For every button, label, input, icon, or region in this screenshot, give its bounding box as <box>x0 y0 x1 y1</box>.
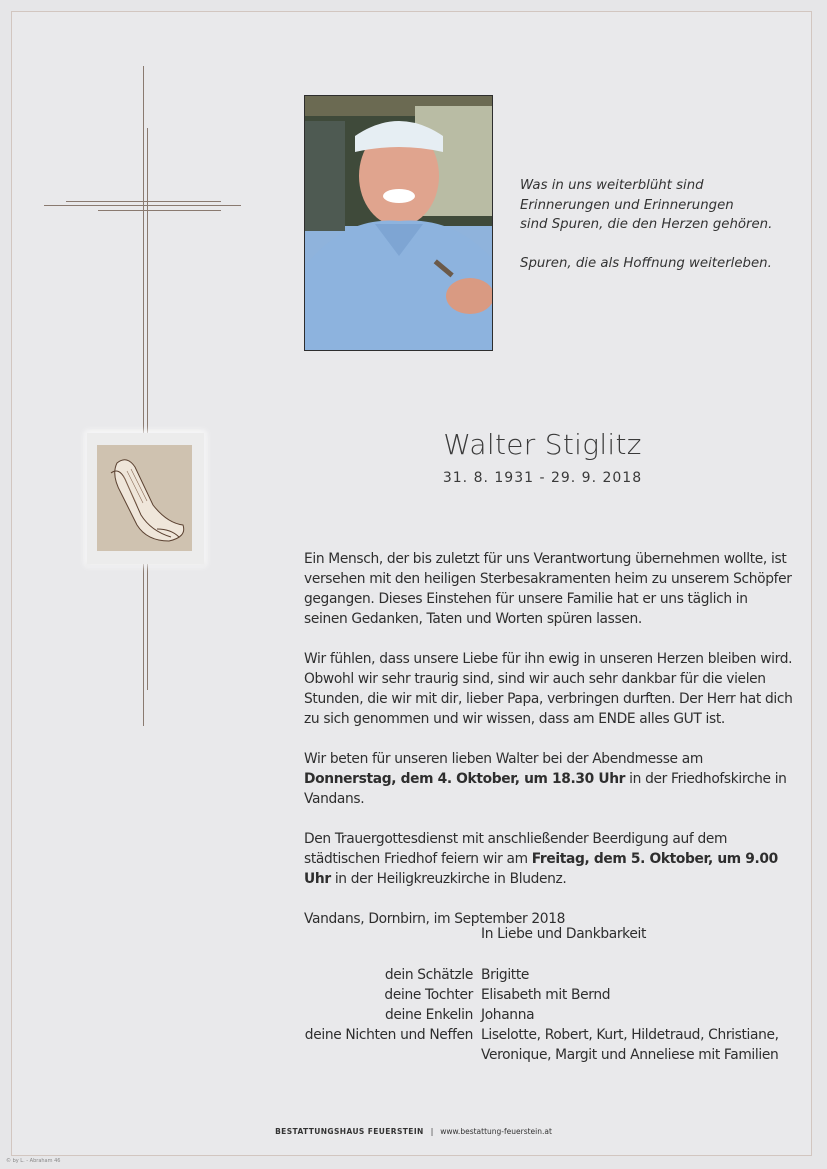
mourner-names: Liselotte, Robert, Kurt, Hildetraud, Christiane, Veronique, Margit und Anneliese mit Familien <box>481 1027 779 1063</box>
obituary-text <box>304 549 794 949</box>
praying-hands-frame <box>87 433 204 564</box>
mourner-relation: dein Schätzle <box>384 967 473 983</box>
copyright-note: © by L. - Abraham 46 <box>6 1158 61 1164</box>
mourners-list <box>300 965 800 1065</box>
praying-hands-icon <box>97 445 192 551</box>
quote-line-3: sind Spuren, die den Herzen gehören. <box>520 217 773 232</box>
paragraph-1: Ein Mensch, der bis zuletzt für uns Verantwortung übernehmen wollte, ist versehen mit den heiligen Sterbesakramenten heim zu unserem Schöpfer gegangen. Dieses Einstehen für unsere Familie hat er uns täglich in seinen Gedanken, Taten und Worten spüren lassen. <box>304 551 792 627</box>
quote-line-1: Was in uns weiterblüht sind <box>520 178 704 193</box>
place-date: Vandans, Dornbirn, im September 2018 <box>304 911 566 927</box>
mourner-names: Elisabeth mit Bernd <box>481 987 611 1003</box>
funeral-text: Den Trauergottesdienst mit anschließender Beerdigung auf dem städtischen Friedhof feiern wir am <box>304 831 728 867</box>
mourner-row <box>300 1025 800 1065</box>
quote-line-4: Spuren, die als Hoffnung weiterleben. <box>520 255 772 271</box>
evening-mass-date: Donnerstag, dem 4. Oktober, um 18.30 Uhr <box>304 771 626 787</box>
evening-mass-place: in der Friedhofskirche in Vandans. <box>304 771 787 807</box>
funeral-home-name: BESTATTUNGSHAUS FEUERSTEIN <box>275 1127 424 1136</box>
memorial-quote <box>520 176 800 292</box>
paragraph-3 <box>304 749 794 809</box>
cross-icon <box>0 0 260 740</box>
mourner-row <box>300 985 800 1005</box>
mourner-names: Johanna <box>481 1007 535 1023</box>
mourner-relation: deine Tochter <box>384 987 473 1003</box>
life-dates: 31. 8. 1931 - 29. 9. 2018 <box>442 470 643 486</box>
funeral-date: Freitag, dem 5. Oktober, um 9.00 Uhr <box>304 851 778 887</box>
paragraph-4 <box>304 829 794 889</box>
thanks-line: In Liebe und Dankbarkeit <box>481 926 646 942</box>
footer-separator: | <box>430 1127 434 1136</box>
portrait-photo <box>304 95 493 351</box>
mourner-row <box>300 965 800 985</box>
footer <box>0 1127 827 1136</box>
quote-line-2: Erinnerungen und Erinnerungen <box>520 197 734 213</box>
mourner-relation: deine Nichten und Neffen <box>304 1027 473 1043</box>
mourner-relation: deine Enkelin <box>384 1007 473 1023</box>
mourner-row <box>300 1005 800 1025</box>
funeral-home-url[interactable]: www.bestattung-feuerstein.at <box>440 1127 552 1136</box>
funeral-place: in der Heiligkreuzkirche in Bludenz. <box>330 871 567 887</box>
evening-mass-text: Wir beten für unseren lieben Walter bei der Abendmesse am <box>304 751 703 767</box>
mourner-names: Brigitte <box>481 967 530 983</box>
deceased-name: Walter Stiglitz <box>443 428 642 461</box>
paragraph-2: Wir fühlen, dass unsere Liebe für ihn ewig in unseren Herzen bleiben wird. Obwohl wir sehr traurig sind, sind wir auch sehr dankbar für die vielen Stunden, die wir mit dir, lieber Papa, verbringen durften. Der Herr hat dich zu sich genommen und wir wissen, dass am ENDE alles GUT ist. <box>304 651 793 727</box>
